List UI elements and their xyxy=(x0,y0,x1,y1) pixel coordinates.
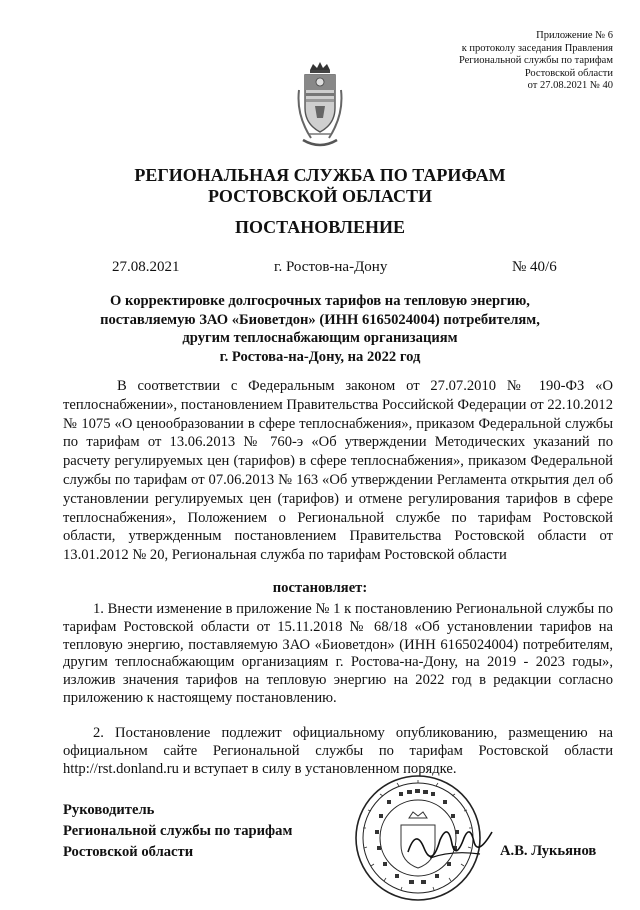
org-line: РЕГИОНАЛЬНАЯ СЛУЖБА ПО ТАРИФАМ xyxy=(134,165,506,185)
appendix-line: Ростовской области xyxy=(524,67,613,79)
title-line: поставляемую ЗАО «Биоветдон» (ИНН 6165024004) потребителям, xyxy=(100,311,540,328)
document-number: № 40/6 xyxy=(512,259,557,275)
handwritten-signature-icon xyxy=(400,810,500,870)
org-line: РОСТОВСКОЙ ОБЛАСТИ xyxy=(208,186,432,206)
coat-of-arms-icon xyxy=(293,60,347,152)
appendix-line: Приложение № 6 xyxy=(536,30,613,41)
organization-name xyxy=(0,165,640,207)
title-line: О корректировке долгосрочных тарифов на тепловую энергию, xyxy=(110,293,530,309)
signatory-position xyxy=(63,800,292,863)
appendix-note xyxy=(353,30,613,93)
document-type: ПОСТАНОВЛЕНИЕ xyxy=(234,217,406,237)
document-date: 27.08.2021 xyxy=(112,259,180,275)
appendix-line: к протоколу заседания Правления xyxy=(461,42,613,54)
position-line: Региональной службы по тарифам xyxy=(63,823,293,839)
title-line: г. Ростова-на-Дону, на 2022 год xyxy=(219,348,421,365)
title-line: другим теплоснабжающим организациям xyxy=(182,330,458,347)
resolution-item-1: 1. Внести изменение в приложение № 1 к постановлению Региональной службы по тарифам Ростовской области от 15.11.2018 № 68/18 «Об установлении тарифов на тепловую энергию, поставляемую ЗАО «Биоветдон» (ИНН 6165024004) потребителям, другим теплоснабжающим организациям г. Ростова-на-Дону, на 2019 - 2023 годы», изложив значения тарифов на тепловую энергию на 2022 год в редакции согласно приложению к настоящему постановлению. xyxy=(63,601,613,706)
position-line: Руководитель xyxy=(63,802,155,818)
document-city: г. Ростов-на-Дону xyxy=(274,259,388,275)
position-line: Ростовской области xyxy=(63,844,194,860)
document-title xyxy=(80,292,560,366)
appendix-line: Региональной службы по тарифам xyxy=(458,55,613,67)
resolution-item-2: 2. Постановление подлежит официальному опубликованию, размещению на официальном сайте Региональной службы по тарифам Ростовской области http://rst.donland.ru и вступает в силу в установленном порядке. xyxy=(63,725,613,777)
preamble-paragraph: В соответствии с Федеральным законом от 27.07.2010 № 190-ФЗ «О теплоснабжении», постановлением Правительства Российской Федерации от 22.10.2012 № 1075 «О ценообразовании в сфере теплоснабжения», приказом Федеральной службы по тарифам от 13.06.2013 № 760-э «Об утверждении Методических указаний по расчету регулируемых цен (тарифов) в сфере теплоснабжения», приказом Федеральной службы по тарифам от 07.06.2013 № 163 «Об утверждении Регламента открытия дел об установлении регулируемых цен (тарифов) и отмене регулирования тарифов в сфере теплоснабжения», Положением о Региональной службе по тарифам Ростовской области, утвержденным постановлением Правительства Ростовской области от 13.01.2012 № 20, Региональная служба по тарифам Ростовской области xyxy=(63,378,613,564)
signatory-name: А.В. Лукьянов xyxy=(500,843,597,859)
appendix-line: от 27.08.2021 № 40 xyxy=(527,80,613,92)
resolves-heading: постановляет: xyxy=(272,580,368,596)
